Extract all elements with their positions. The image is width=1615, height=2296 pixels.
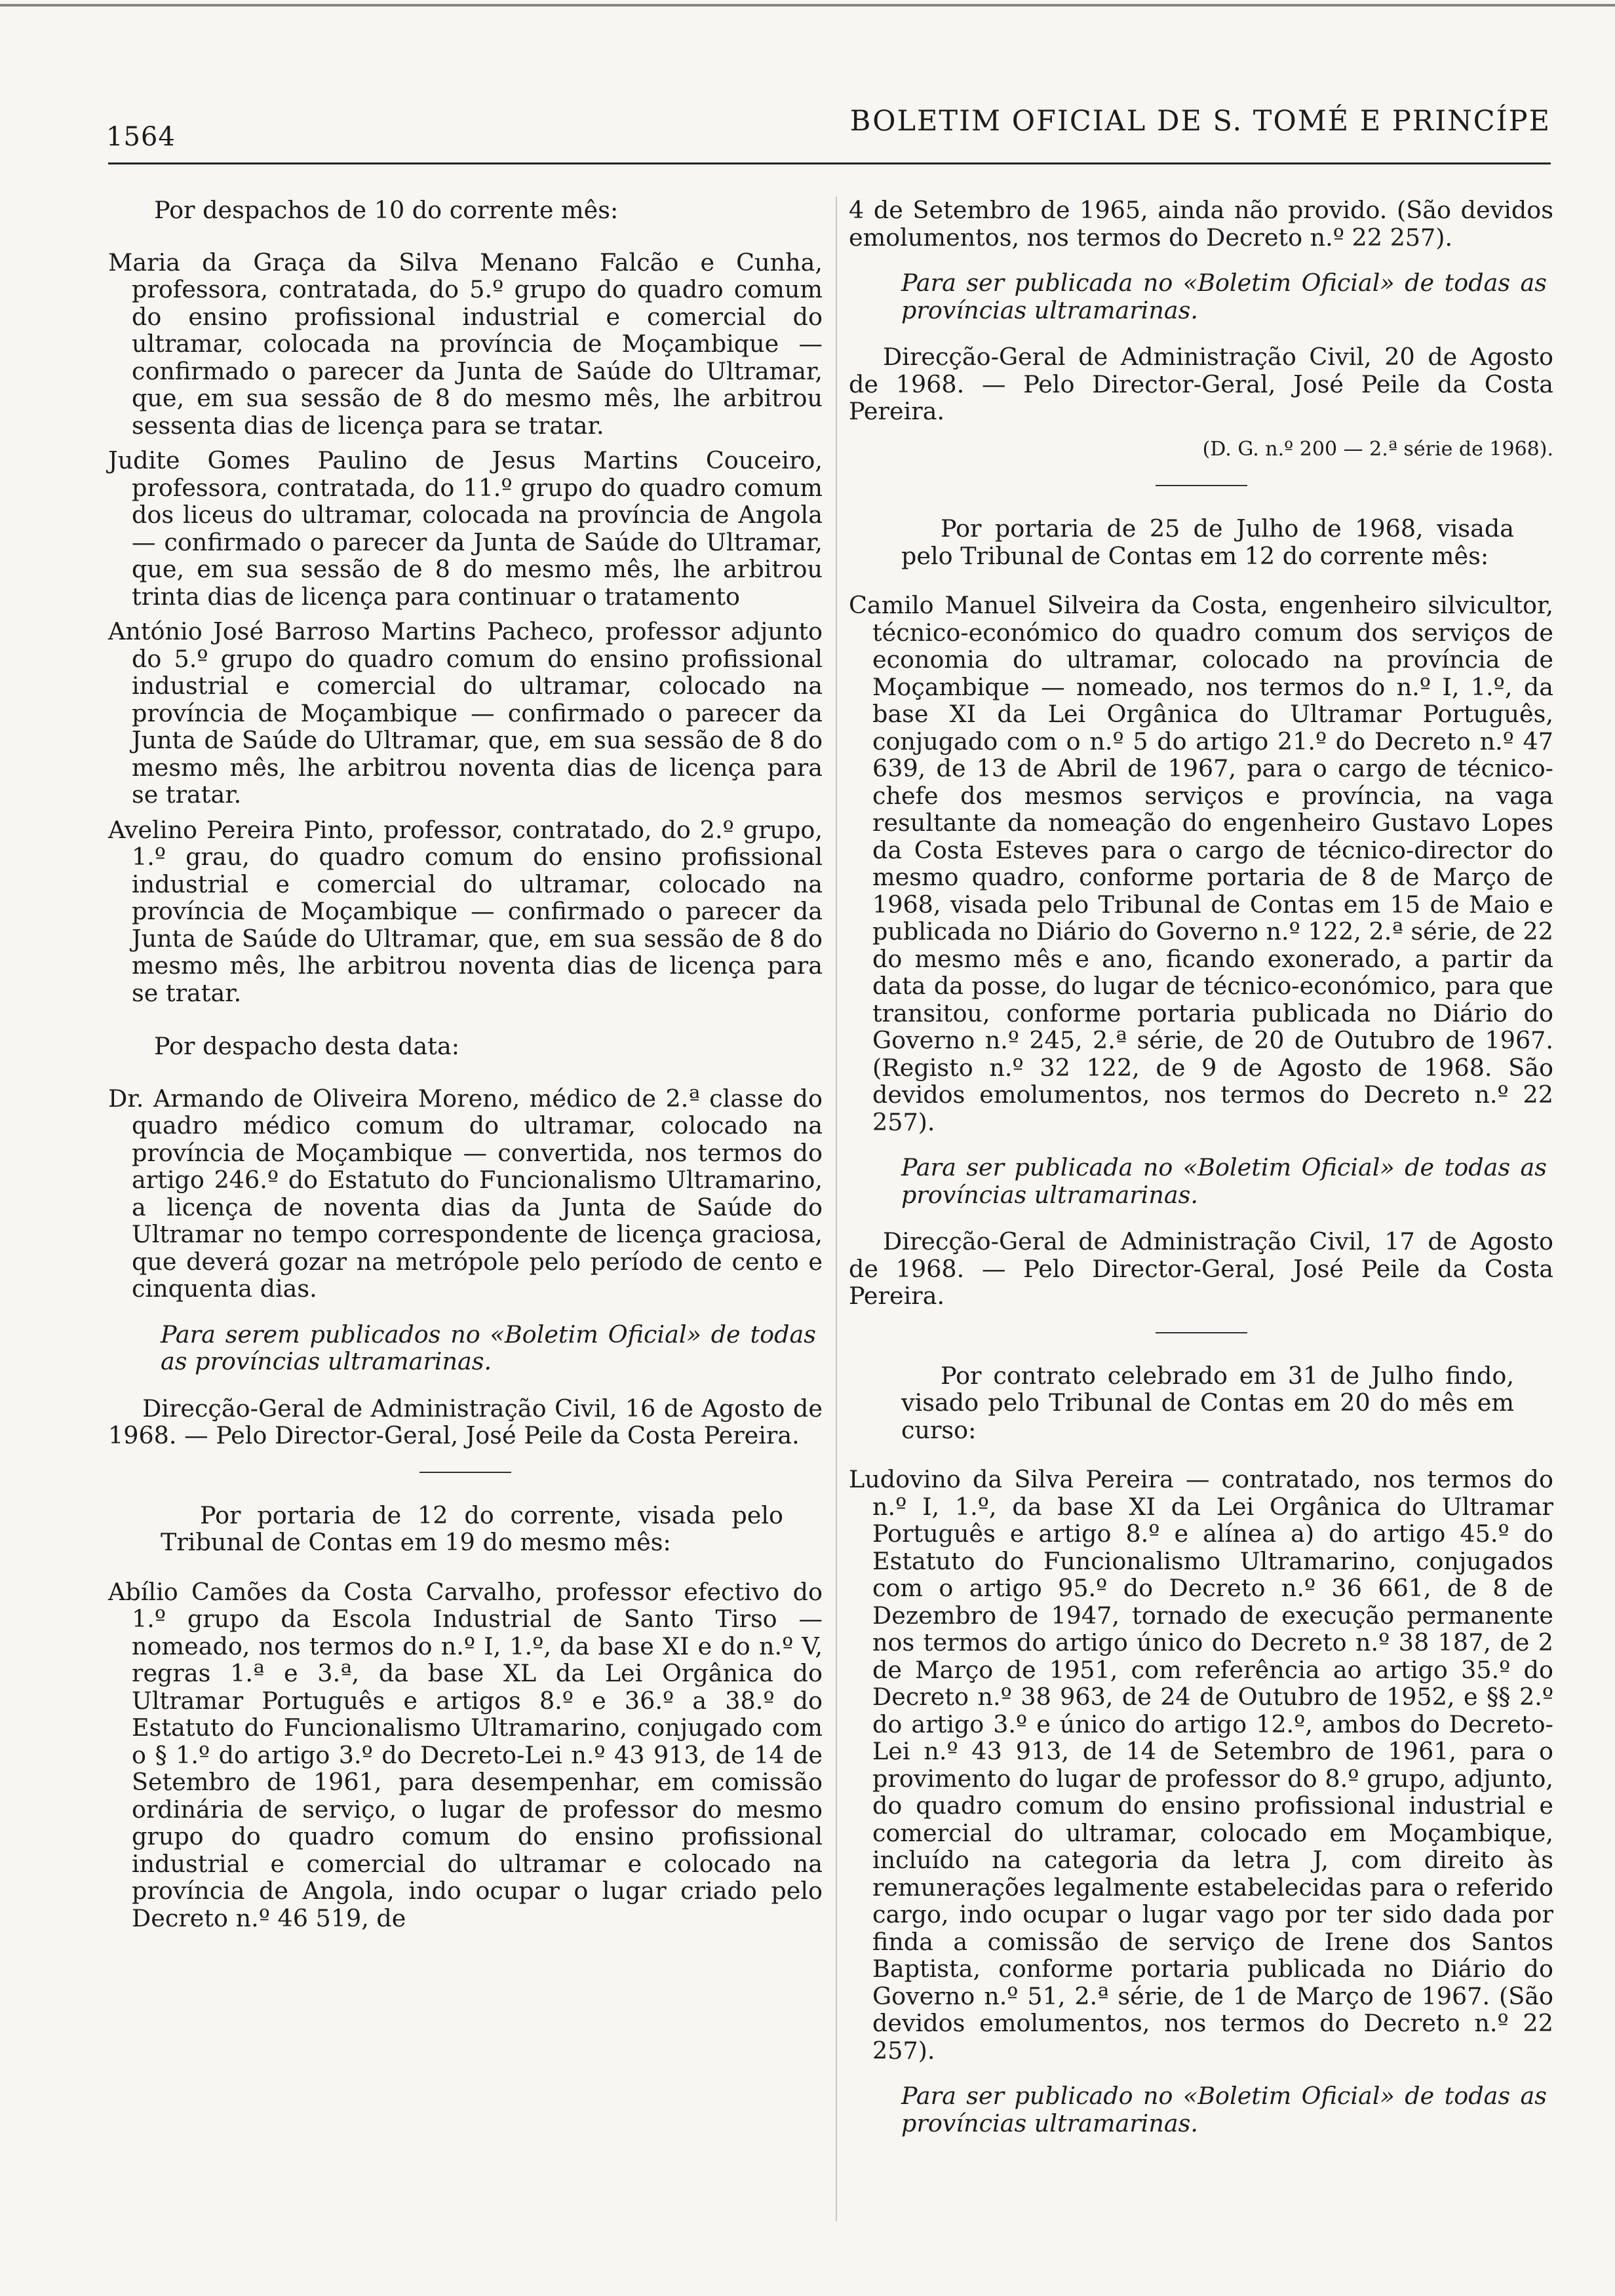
entry-abilio-camoes: Abílio Camões da Costa Carvalho, professor efectivo do 1.º grupo da Escola Industrial de Santo Tirso — nomeado, nos termos do n.º I, 1.º, da base XI e do n.º V, regras 1.ª e 3.ª, da base XL da Lei Orgânica do Ultramar Português e artigos 8.º e 36.º a 38.º do Estatuto do Funcionalismo Ultramarino, conjugado com o § 1.º do artigo 3.º do Decreto-Lei n.º 43 913, de 14 de Setembro de 1961, para desempenhar, em comissão ordinária de serviço, o lugar de professor do mesmo grupo do quadro comum do ensino profissional industrial e comercial do ultramar e colocado na província de Angola, indo ocupar o lugar criado pelo Decreto n.º 46 519, de	[108, 1577, 823, 1932]
publication-note: Para ser publicado no «Boletim Oficial» de todas as províncias ultramarinas.	[901, 2082, 1547, 2137]
left-column	[108, 197, 823, 1940]
despacho-data-intro: Por despacho desta data:	[154, 1032, 460, 1060]
portaria-intro: Por portaria de 25 de Julho de 1968, visada pelo Tribunal de Contas em 12 do corrente mês:	[901, 514, 1514, 570]
publication-note: Para ser publicada no «Boletim Oficial» de todas as províncias ultramarinas.	[901, 269, 1547, 324]
despacho-intro: Por despachos de 10 do corrente mês:	[154, 196, 619, 224]
entry-avelino-pereira: Avelino Pereira Pinto, professor, contratado, do 2.º grupo, 1.º grau, do quadro comum do ensino profissional industrial e comercial do ultramar, colocado na província de Moçambique — confirmado o parecer da Junta de Saúde do Ultramar, que, em sua sessão de 8 do mesmo mês, lhe arbitrou noventa dias de licença para se tratar.	[108, 815, 823, 1007]
portaria-intro: Por portaria de 12 do corrente, visada pelo Tribunal de Contas em 19 do mesmo mês:	[161, 1501, 783, 1556]
entry-maria-da-graca: Maria da Graça da Silva Menano Falcão e Cunha, professora, contratada, do 5.º grupo do quadro comum do ensino profissional industrial e comercial do ultramar, colocada na província de Moçambique — confirmado o parecer da Junta de Saúde do Ultramar, que, em sua sessão de 8 do mesmo mês, lhe arbitrou sessenta dias de licença para se tratar.	[108, 248, 823, 440]
page-number: 1564	[106, 122, 176, 152]
section-separator	[419, 1472, 511, 1473]
source-reference: (D. G. n.º 200 — 2.ª série de 1968).	[1202, 437, 1553, 461]
entry-judite-gomes: Judite Gomes Paulino de Jesus Martins Couceiro, professora, contratada, do 11.º grupo do quadro comum dos liceus do ultramar, colocada na província de Angola — confirmado o parecer da Junta de Saúde do Ultramar, que, em sua sessão de 8 do mesmo mês, lhe arbitrou trinta dias de licença para continuar o tratamento	[108, 446, 823, 611]
running-title: BOLETIM OFICIAL DE S. TOMÉ E PRINCÍPE	[849, 105, 1551, 138]
signature-block: Direcção-Geral de Administração Civil, 17 de Agosto de 1968. — Pelo Director-Geral, José Peile da Costa Pereira.	[849, 1227, 1553, 1310]
publication-note: Para serem publicados no «Boletim Oficial» de todas as províncias ultramarinas.	[161, 1320, 816, 1375]
signature-block: Direcção-Geral de Administração Civil, 16 de Agosto de 1968. — Pelo Director-Geral, José Peile da Costa Pereira.	[108, 1394, 823, 1449]
entry-antonio-jose: António José Barroso Martins Pacheco, professor adjunto do 5.º grupo do quadro comum do ensino profissional industrial e comercial do ultramar, colocado na província de Moçambique — confirmado o parecer da Junta de Saúde do Ultramar, que, em sua sessão de 8 do mesmo mês, lhe arbitrou noventa dias de licença para se tratar.	[108, 617, 823, 809]
right-column	[849, 197, 1553, 2156]
publication-note: Para ser publicada no «Boletim Oficial» de todas as províncias ultramarinas.	[901, 1153, 1547, 1209]
header-rule	[108, 163, 1551, 164]
section-separator	[1156, 485, 1247, 486]
top-edge-rule	[0, 4, 1615, 7]
contrato-intro: Por contrato celebrado em 31 de Julho findo, visado pelo Tribunal de Contas em 20 do mês em curso:	[901, 1361, 1514, 1444]
column-divider	[836, 197, 837, 2221]
entry-ludovino-silva: Ludovino da Silva Pereira — contratado, nos termos do n.º I, 1.º, da base XI da Lei Orgânica do Ultramar Português e artigo 8.º e alínea a) do artigo 45.º do Estatuto do Funcionalismo Ultramarino, conjugados com o artigo 95.º do Decreto n.º 36 661, de 8 de Dezembro de 1947, tornado de execução permanente nos termos do artigo único do Decreto n.º 38 187, de 2 de Março de 1951, com referência ao artigo 35.º do Decreto n.º 38 963, de 24 de Outubro de 1952, e §§ 2.º do artigo 3.º e único do artigo 12.º, ambos do Decreto-Lei n.º 43 913, de 14 de Setembro de 1961, para o provimento do lugar de professor do 8.º grupo, adjunto, do quadro comum do ensino profissional industrial e comercial do ultramar, colocado em Moçambique, incluído na categoria da letra J, com direito às remunerações legalmente estabelecidas para o referido cargo, indo ocupar o lugar vago por ter sido dada por finda a comissão de serviço de Irene dos Santos Baptista, conforme portaria publicada no Diário do Governo n.º 51, 2.ª série, de 1 de Março de 1967. (São devidos emolumentos, nos termos do Decreto n.º 22 257).	[849, 1465, 1553, 2065]
continued-text: 4 de Setembro de 1965, ainda não provido. (São devidos emolumentos, nos termos do Decreto n.º 22 257).	[849, 196, 1553, 252]
signature-block: Direcção-Geral de Administração Civil, 20 de Agosto de 1968. — Pelo Director-Geral, José Peile da Costa Pereira.	[849, 343, 1553, 425]
entry-camilo-manuel: Camilo Manuel Silveira da Costa, engenheiro silvicultor, técnico-económico do quadro comum dos serviços de economia do ultramar, colocado na província de Moçambique — nomeado, nos termos do n.º I, 1.º, da base XI da Lei Orgânica do Ultramar Português, conjugado com o n.º 5 do artigo 21.º do Decreto n.º 47 639, de 13 de Abril de 1967, para o cargo de técnico-chefe dos mesmos serviços e província, na vaga resultante da nomeação do engenheiro Gustavo Lopes da Costa Esteves para o cargo de técnico-director do mesmo quadro, conforme portaria de 8 de Março de 1968, visada pelo Tribunal de Contas em 15 de Maio e publicada no Diário do Governo n.º 122, 2.ª série, de 22 do mesmo mês e ano, ficando exonerado, a partir da data da posse, do lugar de técnico-económico, para que transitou, conforme portaria publicada no Diário do Governo n.º 245, 2.ª série, de 20 de Outubro de 1967. (Registo n.º 32 122, de 9 de Agosto de 1968. São devidos emolumentos, nos termos do Decreto n.º 22 257).	[849, 591, 1553, 1136]
section-separator	[1156, 1332, 1247, 1333]
entry-armando-moreno: Dr. Armando de Oliveira Moreno, médico de 2.ª classe do quadro médico comum do ultramar, colocado na província de Moçambique — convertida, nos termos do artigo 246.º do Estatuto do Funcionalismo Ultramarino, a licença de noventa dias da Junta de Saúde do Ultramar no tempo correspondente de licença graciosa, que deverá gozar na metrópole pelo período de cento e cinquenta dias.	[108, 1084, 823, 1303]
